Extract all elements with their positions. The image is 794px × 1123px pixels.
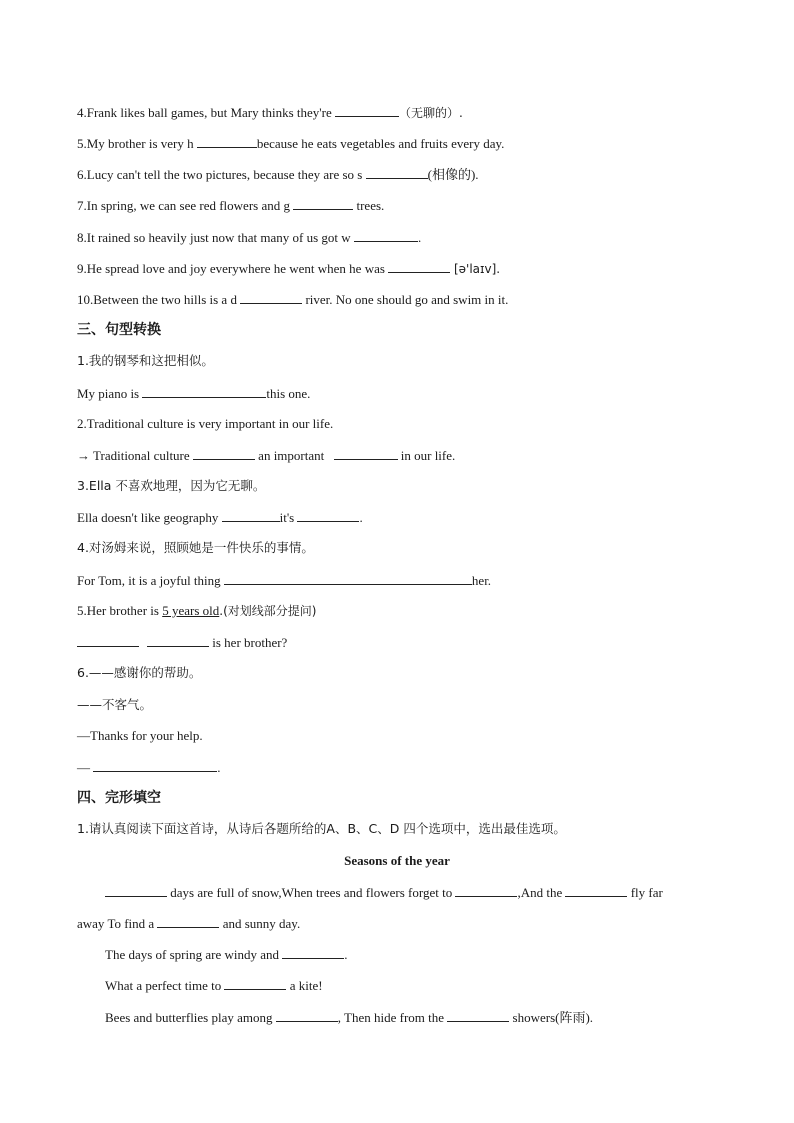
answer-blank[interactable] xyxy=(93,759,217,772)
answer-blank[interactable] xyxy=(77,634,139,647)
section-heading: 三、句型转换 xyxy=(77,322,161,338)
answer-blank[interactable] xyxy=(224,977,286,990)
answer-line: Ella doesn't like geography it's . xyxy=(77,510,363,525)
poem-line: The days of spring are windy and . xyxy=(105,947,348,962)
question-prompt: 3.Ella 不喜欢地理，因为它无聊。 xyxy=(77,478,266,493)
answer-blank[interactable] xyxy=(447,1009,509,1022)
answer-line: My piano is this one. xyxy=(77,386,311,401)
poem-line: away To find a and sunny day. xyxy=(77,916,301,931)
answer-blank[interactable] xyxy=(455,884,517,897)
answer-blank[interactable] xyxy=(197,135,257,148)
section-heading: 四、完形填空 xyxy=(77,790,161,806)
item-5: 5.My brother is very h because he eats vegetables and fruits every day. xyxy=(77,136,505,151)
item-8: 8.It rained so heavily just now that many of us got w . xyxy=(77,230,422,245)
poem-line: What a perfect time to a kite! xyxy=(105,978,323,993)
answer-line: For Tom, it is a joyful thing her. xyxy=(77,573,492,588)
answer-blank[interactable] xyxy=(105,884,167,897)
answer-line: → Traditional culture an important in our life. xyxy=(77,448,456,463)
answer-blank[interactable] xyxy=(565,884,627,897)
answer-blank[interactable] xyxy=(334,447,398,460)
question-prompt: 6.——感谢你的帮助。 xyxy=(77,665,202,680)
question-prompt: 2.Traditional culture is very important in our life. xyxy=(77,416,334,431)
question-prompt: 4.对汤姆来说，照顾她是一件快乐的事情。 xyxy=(77,540,314,555)
poem-title: Seasons of the year xyxy=(344,853,450,868)
dialogue-line: —Thanks for your help. xyxy=(77,728,203,743)
answer-blank[interactable] xyxy=(335,104,399,117)
answer-blank[interactable] xyxy=(366,166,428,179)
poem-line: days are full of snow,When trees and flowers forget to ,And the fly far xyxy=(105,884,794,901)
item-4: 4.Frank likes ball games, but Mary thinks they're （无聊的）. xyxy=(77,105,463,120)
answer-blank[interactable] xyxy=(142,385,266,398)
poem-line: Bees and butterflies play among , Then hide from the showers(阵雨). xyxy=(105,1010,594,1025)
answer-blank[interactable] xyxy=(157,915,219,928)
question-prompt: 1.我的钢琴和这把相似。 xyxy=(77,353,214,368)
answer-line: is her brother? xyxy=(77,634,794,651)
answer-blank[interactable] xyxy=(293,197,353,210)
answer-blank[interactable] xyxy=(282,946,344,959)
answer-blank[interactable] xyxy=(354,229,418,242)
answer-blank[interactable] xyxy=(222,509,280,522)
answer-blank[interactable] xyxy=(193,447,255,460)
answer-blank[interactable] xyxy=(240,291,302,304)
answer-blank[interactable] xyxy=(276,1009,338,1022)
question-prompt: ——不客气。 xyxy=(77,697,153,712)
instruction: 1.请认真阅读下面这首诗，从诗后各题所给的A、B、C、D 四个选项中，选出最佳选项。 xyxy=(77,821,566,836)
item-9: 9.He spread love and joy everywhere he went when he was [ə'laɪv]. xyxy=(77,261,501,276)
answer-blank[interactable] xyxy=(388,260,450,273)
item-10: 10.Between the two hills is a d river. No one should go and swim in it. xyxy=(77,292,509,307)
underlined-phrase: 5 years old xyxy=(162,603,220,618)
answer-blank[interactable] xyxy=(147,634,209,647)
question-prompt: 5.Her brother is 5 years old.(对划线部分提问) xyxy=(77,603,317,618)
answer-line: — . xyxy=(77,760,221,775)
answer-blank[interactable] xyxy=(297,509,359,522)
item-7: 7.In spring, we can see red flowers and g trees. xyxy=(77,198,385,213)
item-6: 6.Lucy can't tell the two pictures, because they are so s (相像的). xyxy=(77,167,479,182)
answer-blank[interactable] xyxy=(224,572,472,585)
